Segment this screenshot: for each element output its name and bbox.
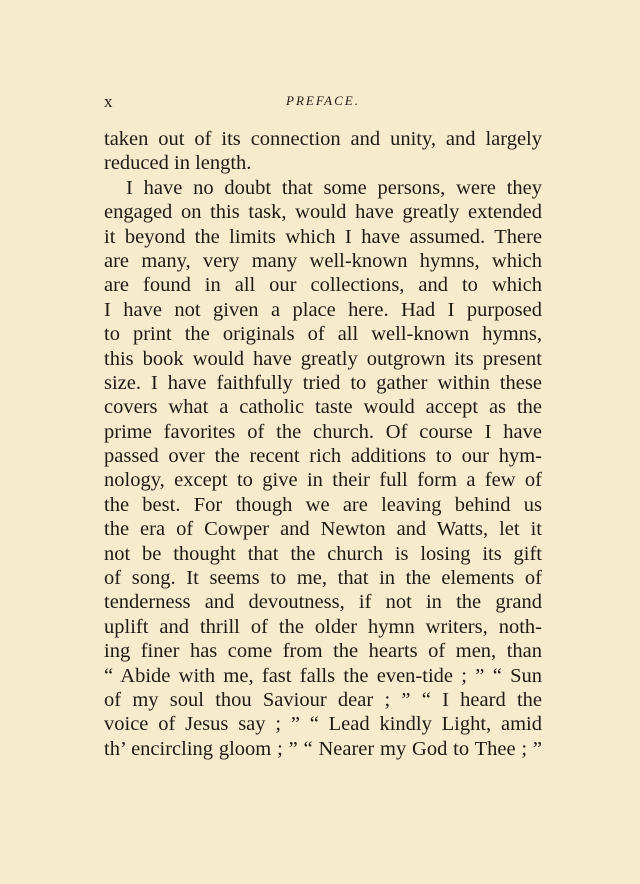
text-line: reduced in length.	[104, 152, 252, 175]
text-line: ing finer has come from the hearts of men, than	[104, 640, 542, 663]
text-line: not be thought that the church is losing its gift	[104, 542, 542, 565]
text-line: passed over the recent rich additions to our hym-	[104, 445, 542, 468]
text-line: it beyond the limits which I have assumed. There	[104, 225, 542, 248]
body-text	[104, 127, 542, 761]
running-head	[104, 92, 542, 112]
text-line: size. I have faithfully tried to gather within these	[104, 371, 542, 394]
text-line: of my soul thou Saviour dear ; ” “ I heard the	[104, 688, 542, 711]
text-line: uplift and thrill of the older hymn writers, noth-	[104, 615, 542, 638]
text-line: taken out of its connection and unity, and largely	[104, 128, 542, 150]
page-number: x	[104, 92, 114, 111]
text-line: engaged on this task, would have greatly extended	[104, 201, 542, 224]
text-line: prime favorites of the church. Of course I have	[104, 420, 542, 443]
running-title: PREFACE.	[286, 93, 360, 108]
text-line: I have no doubt that some persons, were they	[126, 176, 542, 199]
text-line: tenderness and devoutness, if not in the grand	[104, 591, 542, 614]
text-line: I have not given a place here. Had I purposed	[104, 298, 542, 321]
text-line: this book would have greatly outgrown its present	[104, 347, 542, 370]
text-line: nology, except to give in their full form a few of	[104, 469, 542, 492]
text-line: the era of Cowper and Newton and Watts, let it	[104, 518, 542, 541]
text-line: of song. It seems to me, that in the elements of	[104, 567, 542, 590]
text-line: th’ encircling gloom ; ” “ Nearer my God to Thee ; ”	[104, 737, 542, 760]
text-line: are found in all our collections, and to which	[104, 274, 542, 297]
text-line: “ Abide with me, fast falls the even-tide ; ” “ Sun	[104, 664, 542, 687]
text-line: to print the originals of all well-known hymns,	[104, 323, 542, 346]
text-line: the best. For though we are leaving behind us	[104, 493, 542, 516]
text-line: voice of Jesus say ; ” “ Lead kindly Light, amid	[104, 713, 542, 736]
text-line: are many, very many well-known hymns, which	[104, 249, 542, 272]
text-line: covers what a catholic taste would accept as the	[104, 396, 542, 419]
